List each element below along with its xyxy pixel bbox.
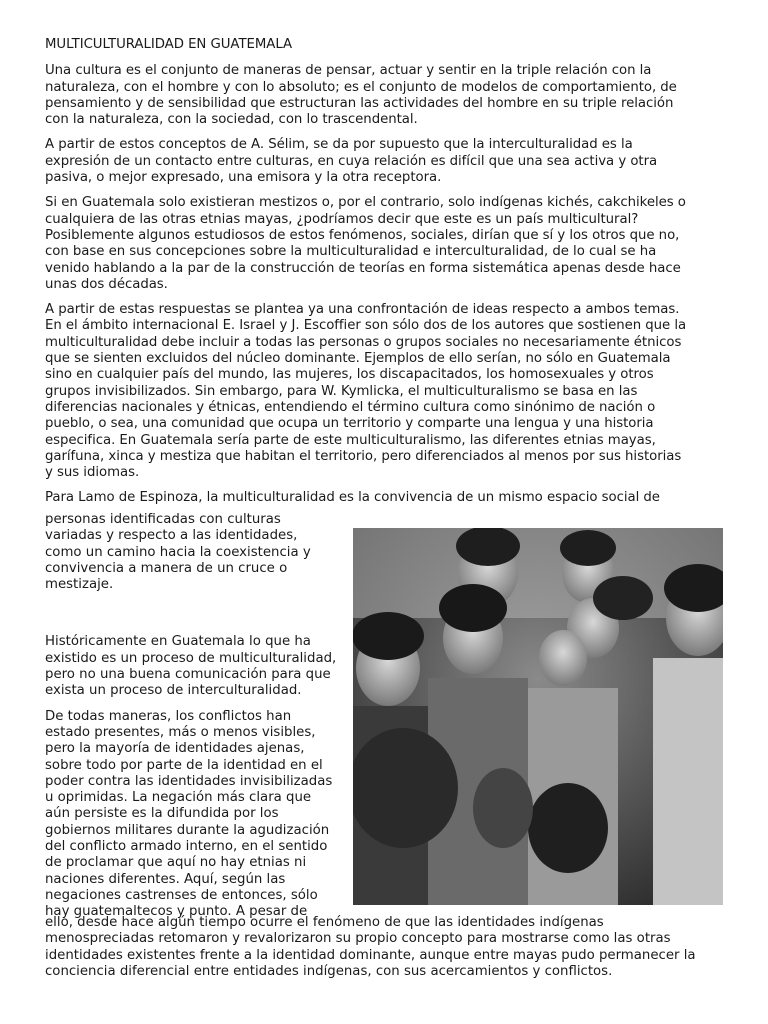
- text-line: menospreciadas retomaron y revalorizaron su propio concepto para mostrarse como las otras: [45, 931, 671, 947]
- group-photo: [353, 528, 723, 905]
- text-line: existido es un proceso de multiculturalidad,: [45, 650, 337, 666]
- text-line: En el ámbito internacional E. Israel y J. Escoffier son sólo dos de los autores que sostienen que la: [45, 318, 687, 334]
- wrapped-text-column: [45, 512, 350, 921]
- document-title: MULTICULTURALIDAD EN GUATEMALA: [45, 37, 293, 52]
- text-line: Posiblemente algunos estudiosos de estos fenómenos, sociales, dirían que sí y los otros que no,: [45, 227, 680, 243]
- text-line: grupos invisibilizados. Sin embargo, para W. Kymlicka, el multiculturalismo se basa en las: [45, 383, 638, 399]
- text-line: y sus idiomas.: [45, 465, 140, 481]
- text-line: cualquiera de las otras etnias mayas, ¿podríamos decir que este es un país multicultural?: [45, 211, 639, 227]
- text-line: especifica. En Guatemala sería parte de este multiculturalismo, las diferentes etnias mayas,: [45, 432, 656, 448]
- text-line: Si en Guatemala solo existieran mestizos o, por el contrario, solo indígenas kichés, cakchikeles o: [45, 195, 686, 211]
- text-line: personas identificadas con culturas: [45, 512, 281, 527]
- text-line: pero no una buena comunicación para que: [45, 667, 331, 683]
- paragraph-2: [45, 137, 725, 186]
- text-line: mestizaje.: [45, 577, 114, 593]
- text-line: variadas y respecto a las identidades,: [45, 528, 298, 544]
- text-line: multiculturalidad debe incluir a todas las personas o grupos sociales no necesariamente étnicos: [45, 334, 682, 350]
- paragraph-7-continuation: [45, 915, 735, 980]
- text-line: pero la mayoría de identidades ajenas,: [45, 741, 305, 757]
- paragraph-1: [45, 63, 725, 128]
- text-line: poder contra las identidades invisibilizadas: [45, 773, 333, 789]
- text-line: gobiernos militares durante la agudización: [45, 822, 330, 838]
- text-line: unas dos décadas.: [45, 276, 168, 292]
- text-line: de proclamar que aquí no hay etnias ni: [45, 855, 307, 871]
- text-line: del conflicto armado interno, en el sentido: [45, 839, 328, 855]
- text-line: venido hablando a la par de la construcción de teorías en forma sistemática apenas desde hace: [45, 260, 681, 276]
- text-line: con la naturaleza, con la sociedad, con lo trascendental.: [45, 112, 418, 128]
- paragraph-5-rest: [45, 512, 350, 593]
- text-line: aún persiste es la difundida por los: [45, 806, 279, 822]
- text-line: ello, desde hace algún tiempo ocurre el fenómeno de que las identidades indígenas: [45, 915, 604, 930]
- text-line: identidades existentes frente a la identidad dominante, aunque entre mayas pudo permanecer la: [45, 947, 696, 963]
- text-line: pensamiento y de sensibilidad que estructuran las actividades del hombre en su triple relación: [45, 95, 674, 111]
- text-line: Una cultura es el conjunto de maneras de pensar, actuar y sentir en la triple relación con la: [45, 63, 652, 79]
- document-body: [45, 37, 725, 516]
- text-line: conciencia diferencial entre entidades indígenas, con sus acercamientos y conflictos.: [45, 963, 613, 979]
- text-line: A partir de estos conceptos de A. Sélim, se da por supuesto que la interculturalidad es la: [45, 137, 633, 153]
- text-line: pueblo, o sea, una comunidad que ocupa un territorio y comparte una lengua y una historia: [45, 416, 654, 432]
- text-line: Para Lamo de Espinoza, la multiculturalidad es la convivencia de un mismo espacio social de: [45, 490, 660, 506]
- text-line: naciones diferentes. Aquí, según las: [45, 871, 286, 887]
- paragraph-5-first-line: [45, 490, 725, 506]
- text-line: hay guatemaltecos y punto. A pesar de: [45, 904, 308, 920]
- text-line: expresión de un contacto entre culturas, en cuya relación es difícil que una sea activa y otra: [45, 153, 658, 169]
- text-line: u oprimidas. La negación más clara que: [45, 790, 312, 806]
- text-line: con base en sus concepciones sobre la multiculturalidad e interculturalidad, de lo cual se ha: [45, 244, 657, 260]
- text-line: como un camino hacia la coexistencia y: [45, 544, 311, 560]
- text-line: convivencia a manera de un cruce o: [45, 560, 288, 576]
- paragraph-3: [45, 195, 725, 293]
- text-line: exista un proceso de interculturalidad.: [45, 683, 302, 699]
- paragraph-4: [45, 302, 725, 481]
- text-line: naturaleza, con el hombre y con lo absoluto; es el conjunto de modelos de comportamiento, de: [45, 79, 677, 95]
- text-line: Históricamente en Guatemala lo que ha: [45, 634, 311, 650]
- text-line: De todas maneras, los conflictos han: [45, 708, 292, 724]
- text-line: negaciones castrenses de entonces, sólo: [45, 887, 318, 903]
- paragraph-6: [45, 634, 350, 699]
- paragraph-7-tail: [45, 915, 735, 980]
- paragraph-7: [45, 709, 350, 921]
- text-line: sobre todo por parte de la identidad en el: [45, 757, 323, 773]
- text-line: A partir de estas respuestas se plantea ya una confrontación de ideas respecto a ambos temas.: [45, 302, 680, 318]
- text-line: que se sienten excluidos del núcleo dominante. Ejemplos de ello serían, no sólo en Guatemala: [45, 351, 671, 367]
- text-line: garífuna, xinca y mestiza que habitan el territorio, pero diferenciados al menos por sus historias: [45, 448, 682, 464]
- text-line: estado presentes, más o menos visibles,: [45, 724, 316, 740]
- text-line: diferencias nacionales y étnicas, entendiendo el término cultura como sinónimo de nación o: [45, 399, 656, 415]
- text-line: pasiva, o mejor expresado, una emisora y la otra receptora.: [45, 170, 442, 186]
- text-line: sino en cualquier país del mundo, las mujeres, los discapacitados, los homosexuales y otros: [45, 367, 654, 383]
